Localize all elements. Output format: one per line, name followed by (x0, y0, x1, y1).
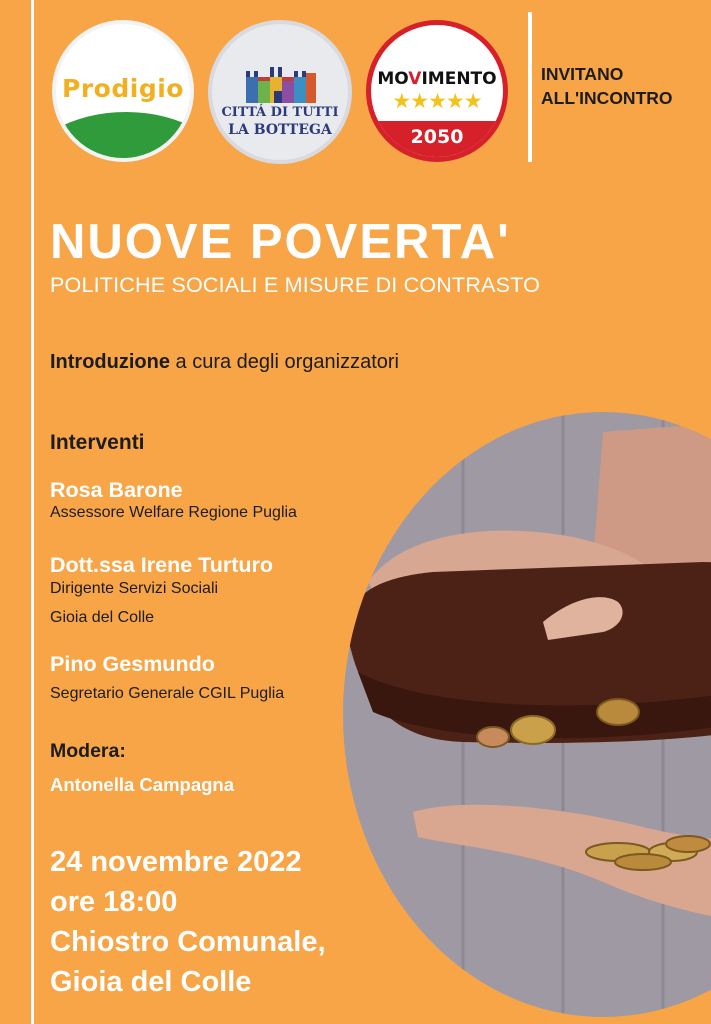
introduction-label: Introduzione (50, 351, 170, 373)
castle-icon (246, 67, 316, 103)
left-border-line (31, 0, 34, 1024)
m5s-word-end: IMENTO (421, 69, 497, 89)
invite-line-2: ALL'INCONTRO (541, 88, 673, 108)
m5s-word-v: V (408, 69, 422, 89)
m5s-word-start: MO (377, 69, 409, 89)
event-title: NUOVE POVERTA' (50, 215, 511, 269)
interventi-heading: Interventi (50, 431, 145, 454)
introduction-text: a cura degli organizzatori (169, 351, 399, 373)
citta-di-tutti-logo (208, 20, 352, 164)
speaker-3-name: Pino Gesmundo (50, 652, 215, 676)
movimento-2050-logo (366, 20, 508, 162)
introduction-line (50, 351, 399, 374)
prodigio-green-arc (52, 112, 194, 162)
event-venue-line-1: Chiostro Comunale, (50, 926, 326, 958)
speaker-2-role-line-2: Gioia del Colle (50, 609, 155, 626)
event-venue-line-2: Gioia del Colle (50, 966, 252, 998)
invite-text (541, 62, 673, 110)
speaker-2-name: Dott.ssa Irene Turturo (50, 553, 273, 577)
bottega-logo-line1: CITTÁ DI TUTTI (221, 105, 339, 120)
prodigio-logo (52, 20, 194, 162)
wallet-coins-illustration (343, 412, 711, 1017)
stars-icon: ★★★★★ (392, 90, 482, 113)
bottega-logo-line2: LA BOTTEGA (228, 122, 332, 138)
invite-line-1: INVITANO (541, 64, 624, 84)
event-time: ore 18:00 (50, 886, 178, 918)
hands-coins-photo (343, 412, 711, 1017)
speaker-1-name: Rosa Barone (50, 478, 183, 502)
event-date: 24 novembre 2022 (50, 846, 302, 878)
speaker-3-role: Segretario Generale CGIL Puglia (50, 685, 285, 702)
m5s-year: 2050 (410, 126, 464, 148)
event-subtitle: POLITICHE SOCIALI E MISURE DI CONTRASTO (50, 273, 541, 297)
header-divider (528, 12, 532, 162)
speaker-1-role: Assessore Welfare Regione Puglia (50, 504, 297, 521)
moderator-label: Modera: (50, 740, 126, 762)
speaker-2-role-line-1: Dirigente Servizi Sociali (50, 580, 219, 597)
m5s-logo-text (371, 69, 503, 89)
moderator-name: Antonella Campagna (50, 774, 234, 795)
prodigio-logo-text: Prodigio (62, 74, 184, 103)
